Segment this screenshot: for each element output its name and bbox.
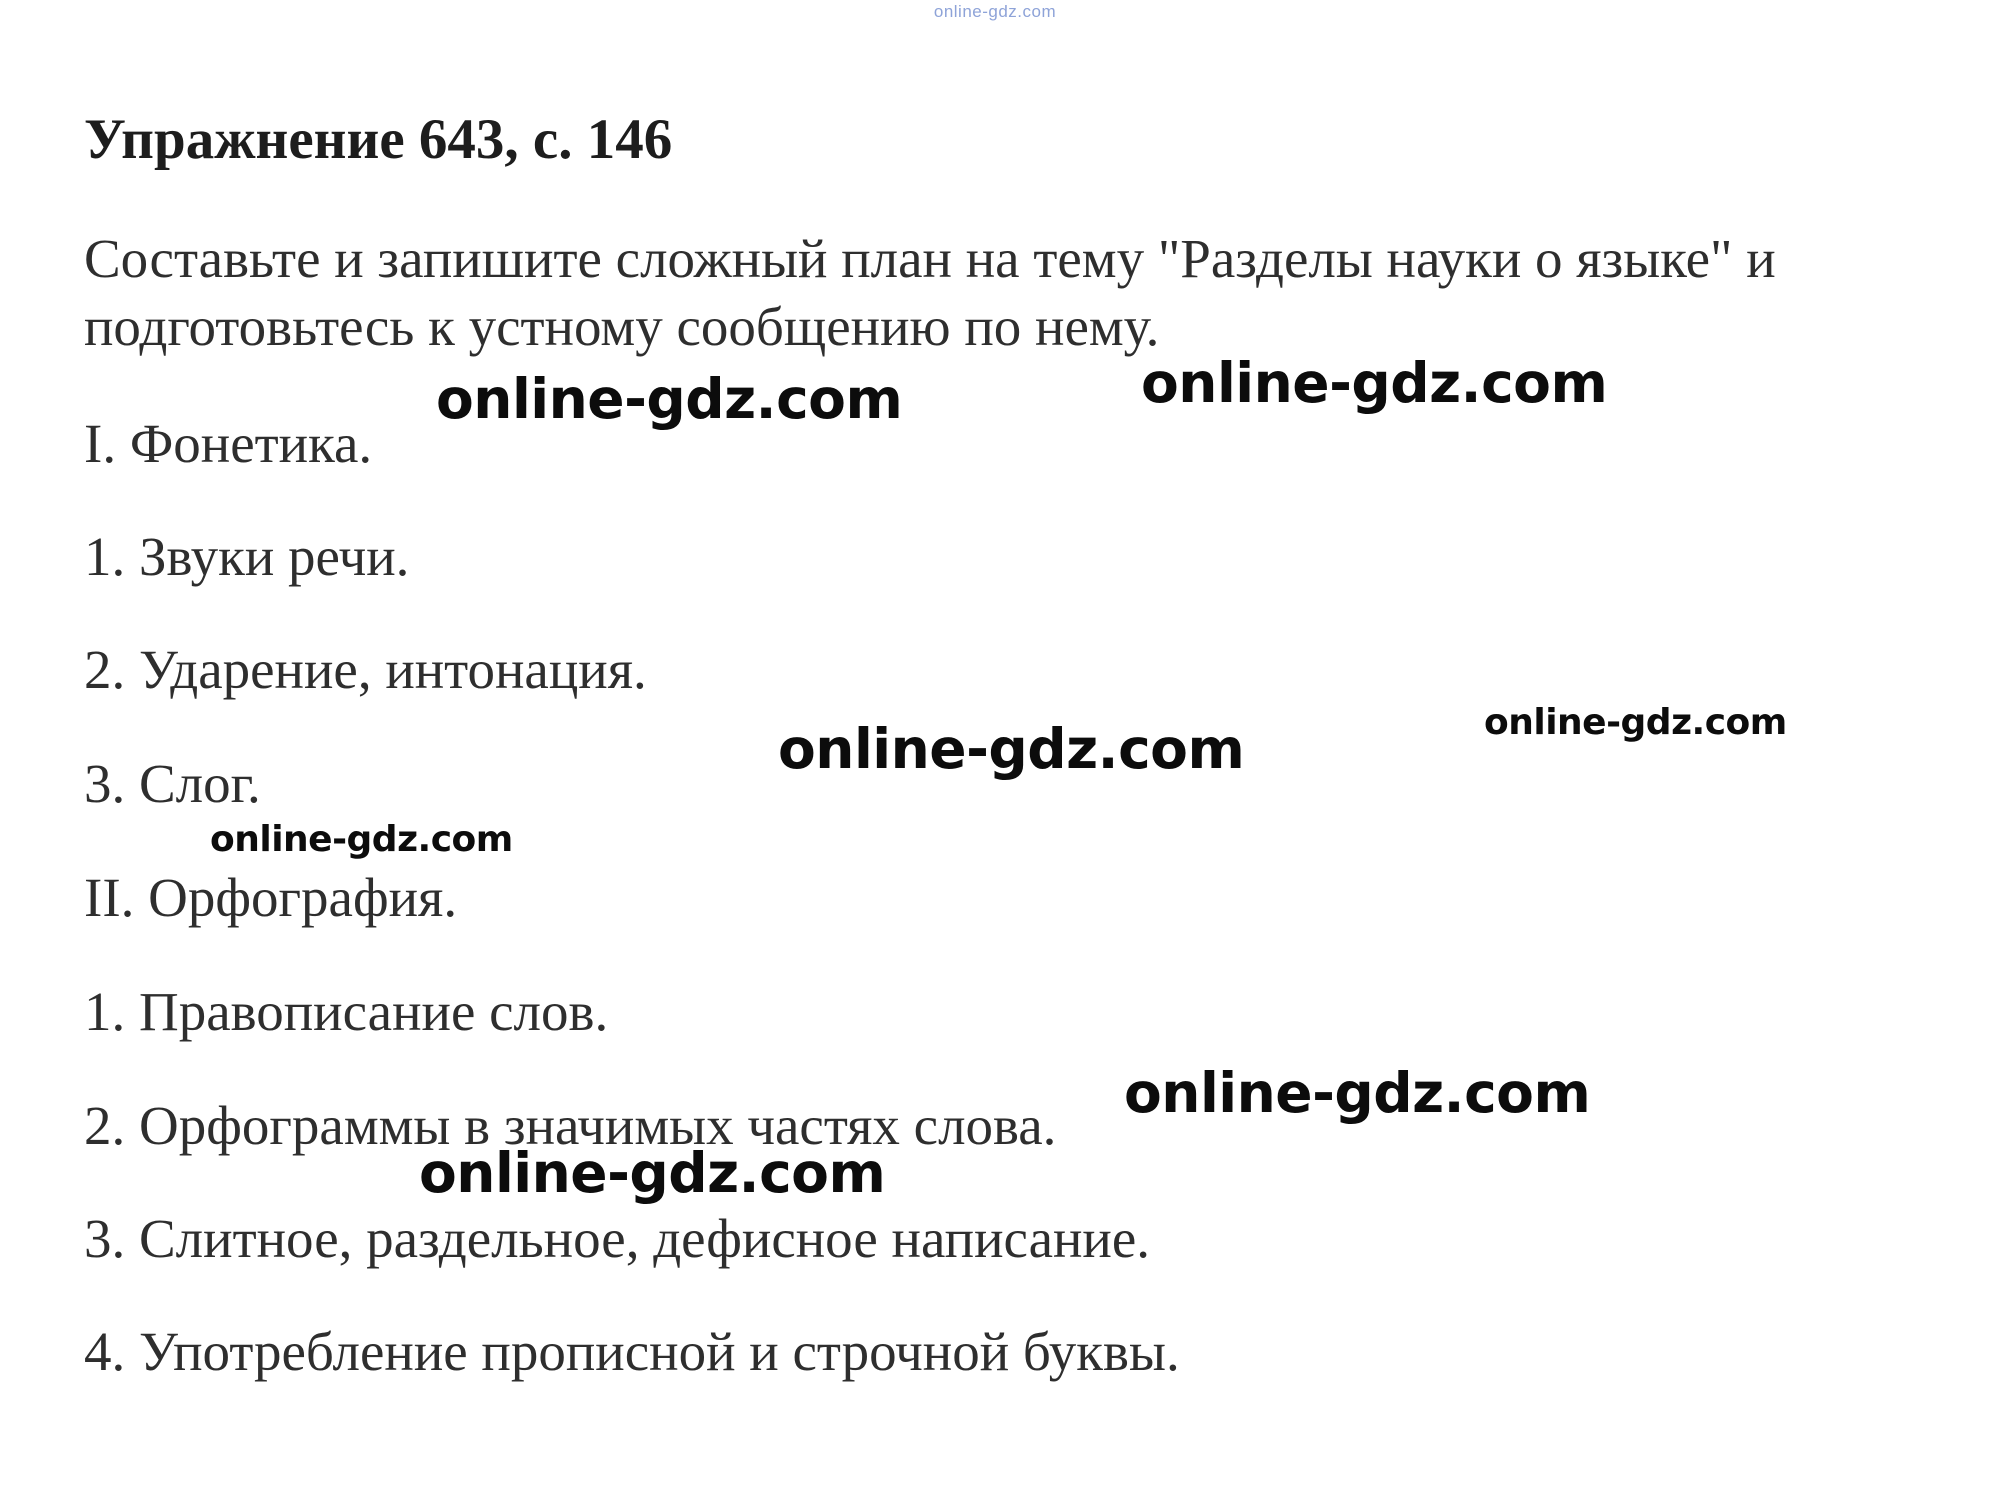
plan-item: 2. Ударение, интонация. <box>84 639 647 700</box>
watermark: online-gdz.com <box>436 367 903 431</box>
exercise-instruction: Составьте и запишите сложный план на тему "Разделы науки о языке" и подготовьтесь к устному сообщению по нему. <box>84 228 1776 357</box>
plan-section-phonetics: I. Фонетика. <box>84 413 373 474</box>
plan-item: 3. Слитное, раздельное, дефисное написание. <box>84 1208 1151 1269</box>
watermark: online-gdz.com <box>210 819 513 860</box>
watermark: online-gdz.com <box>1141 351 1608 415</box>
watermark: online-gdz.com <box>778 717 1245 781</box>
plan-item: 4. Употребление прописной и строчной буквы. <box>84 1321 1180 1382</box>
watermark: online-gdz.com <box>1124 1061 1591 1125</box>
plan-section-orthography: II. Орфография. <box>84 867 458 928</box>
watermark: online-gdz.com <box>419 1141 886 1205</box>
plan-item: 2. Орфограммы в значимых частях слова. <box>84 1095 1057 1156</box>
plan-item: 3. Слог. <box>84 753 261 814</box>
plan-item: 1. Правописание слов. <box>84 981 609 1042</box>
exercise-title: Упражнение 643, с. 146 <box>84 108 673 171</box>
plan-item: 1. Звуки речи. <box>84 526 410 587</box>
site-watermark-top: online-gdz.com <box>933 2 1057 21</box>
watermark: online-gdz.com <box>1484 702 1787 743</box>
